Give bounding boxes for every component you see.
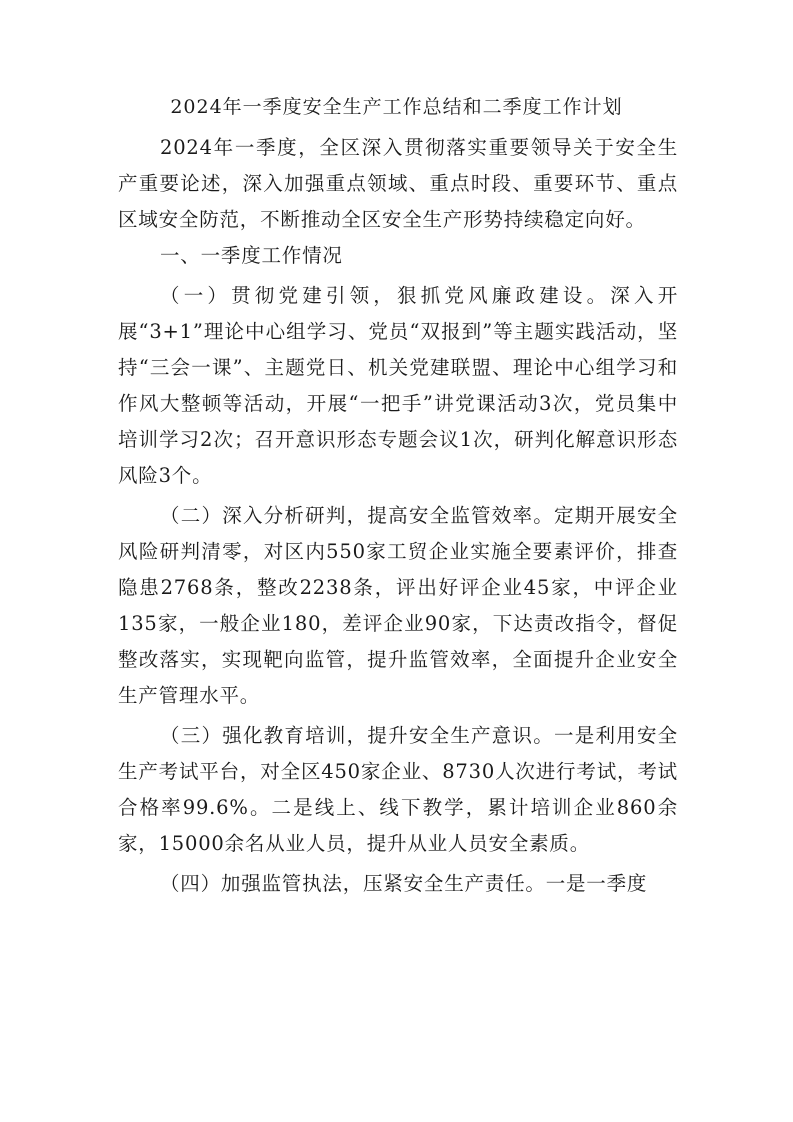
section-heading-1: 一、一季度工作情况 (160, 244, 343, 267)
item-paragraph-3: （三）强化教育培训，提升安全生产意识。一是利用安全生产考试平台，对全区450家企业、8730人次进行考试，考试合格率99.6%。二是线上、线下教学，累计培训企业860余家，15000余名从业人员，提升从业人员安全素质。 (118, 724, 678, 855)
document-title: 2024年一季度安全生产工作总结和二季度工作计划 (170, 96, 623, 118)
item-paragraph-2: （二）深入分析研判，提高安全监管效率。定期开展安全风险研判清零，对区内550家工贸企业实施全要素评价，排查隐患2768条，整改2238条，评出好评企业45家，中评企业135家，一般企业180，差评企业90家，下达责改指令，督促整改落实，实现靶向监管，提升监管效率，全面提升企业安全生产管理水平。 (118, 504, 678, 707)
item-paragraph-1: （一）贯彻党建引领，狠抓党风廉政建设。深入开展“3+1”理论中心组学习、党员“双报到”等主题实践活动，坚持“三会一课”、主题党日、机关党建联盟、理论中心组学习和作风大整顿等活动，开展“一把手”讲党课活动3次，党员集中培训学习2次；召开意识形态专题会议1次，研判化解意识形态风险3个。 (118, 284, 678, 487)
item-paragraph-4: （四）加强监管执法，压紧安全生产责任。一是一季度 (160, 872, 648, 895)
intro-paragraph: 2024年一季度，全区深入贯彻落实重要领导关于安全生产重要论述，深入加强重点领域、重点时段、重要环节、重点区域安全防范，不断推动全区安全生产形势持续稳定向好。 (118, 136, 678, 231)
document-body (118, 130, 678, 902)
